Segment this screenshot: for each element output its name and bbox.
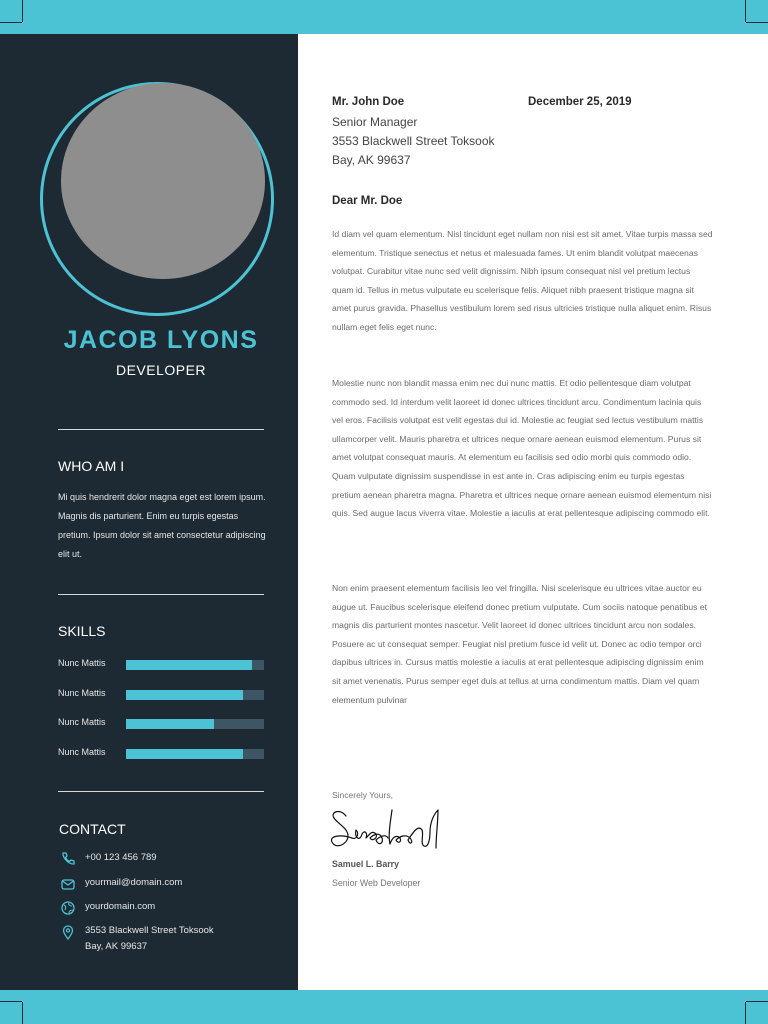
section-divider: [58, 791, 264, 792]
section-divider: [58, 594, 264, 595]
contact-email[interactable]: [58, 875, 278, 893]
skills-heading: SKILLS: [58, 623, 106, 639]
recipient-title: Senior Manager: [332, 115, 418, 129]
profile-photo-placeholder: [61, 83, 265, 279]
letter-closing: Sincerely Yours,: [332, 790, 393, 800]
letter-date: December 25, 2019: [528, 96, 632, 108]
contact-address-text: [85, 923, 265, 955]
crop-mark: [0, 22, 22, 23]
crop-mark: [745, 1002, 746, 1024]
recipient-address-line: Bay, AK 99637: [332, 153, 411, 167]
contact-website[interactable]: [58, 899, 278, 917]
contact-website-text: yourdomain.com: [85, 901, 156, 912]
crop-mark: [22, 1002, 23, 1024]
top-accent-band: [0, 0, 768, 34]
contact-address: [58, 923, 278, 957]
recipient-name: Mr. John Doe: [332, 96, 405, 108]
who-am-i-heading: WHO AM I: [58, 458, 125, 474]
skill-bar: [126, 660, 264, 670]
contact-address-line: Bay, AK 99637: [85, 941, 148, 952]
crop-mark: [22, 0, 23, 22]
skill-label: Nunc Mattis: [58, 747, 106, 757]
resume-sidebar: [0, 34, 298, 990]
candidate-name: JACOB LYONS: [63, 326, 259, 354]
skill-label: Nunc Mattis: [58, 717, 106, 727]
skill-bar-fill: [126, 719, 214, 729]
contact-phone-text: +00 123 456 789: [85, 852, 157, 863]
skill-bar-fill: [126, 660, 252, 670]
signer-title: Senior Web Developer: [332, 878, 421, 888]
crop-mark: [0, 1001, 22, 1002]
skill-bar: [126, 719, 264, 729]
crop-mark: [746, 22, 768, 23]
contact-email-text: yourmail@domain.com: [85, 877, 183, 888]
letter-paragraph: Molestie nunc non blandit massa enim nec dui nunc mattis. Et odio pellentesque diam volutpat commodo sed. Id interdum velit laoreet id donec ultrices tincidunt arcu. Condimentum lacinia quis vel eros. Facilisis volutpat est velit egestas dui id. Molestie ac feugiat sed lectus vestibulum mattis ullamcorper velit. Mauris pharetra et ultrices neque ornare aenean euismod elementum. Purus sit amet volutpat consequat mauris. At elementum eu facilisis sed odio morbi quis commodo odio. Quam vulputate dignissim suspendisse in est ante in. Cras adipiscing enim eu turpis egestas pretium aenean pharetra magna. Pharetra et ultrices neque ornare aenean euismod elementum nisi quis. Sed augue lacus viverra vitae. Molestie a iaculis at erat pellentesque adipiscing commodo elit.: [332, 378, 712, 519]
crop-mark: [745, 0, 746, 22]
mail-icon: [60, 876, 76, 892]
letter-paragraph: Id diam vel quam elementum. Nisl tincidunt eget nullam non nisi est sit amet. Vitae turpis massa sed elementum. Tristique senectus et netus et malesuada fames. Ut enim blandit volutpat maecenas volutpat. Curabitur vitae nunc sed velit dignissim. Nibh ipsum consequat nisl vel pretium lectus quam id. Tellus in metus vulputate eu scelerisque felis. Aliquet nibh praesent tristique magna sit amet purus gravida. Phasellus vestibulum lorem sed risus ultricies tristique nulla aliquet enim. Risus nullam eget felis eget nunc.: [332, 229, 713, 332]
skill-bar-fill: [126, 749, 243, 759]
skill-bar-fill: [126, 690, 243, 700]
signer-name: Samuel L. Barry: [332, 859, 399, 869]
recipient-address-line: 3553 Blackwell Street Toksook: [332, 134, 495, 148]
salutation: Dear Mr. Doe: [332, 195, 403, 207]
who-am-i-text: Mi quis hendrerit dolor magna eget est lorem ipsum. Magnis dis parturient. Enim eu turpis egestas pretium. Ipsum dolor sit amet consectetur adipiscing elit ut.: [58, 492, 266, 559]
globe-icon: [60, 900, 76, 916]
contact-phone: [58, 850, 278, 868]
handwritten-signature: [326, 804, 456, 864]
crop-mark: [746, 1001, 768, 1002]
contact-heading: CONTACT: [59, 821, 126, 837]
letter-paragraph: Non enim praesent elementum facilisis leo vel fringilla. Nisi scelerisque eu ultrices vitae auctor eu augue ut. Faucibus scelerisque eleifend donec pretium vulputate. Cum sociis natoque penatibus et magnis dis parturient montes nascetur. Velit laoreet id donec ultrices tincidunt arcu non sodales. Posuere ac ut consequat semper. Feugiat nisl pretium fusce id velit ut. Donec ac odio tempor orci dapibus ultrices in. Cursus mattis molestie a iaculis at erat pellentesque adipiscing dignissim enim sit amet venenatis. Purus semper eget duis at tellus at urna condimentum mattis. Diam vel quam elementum pulvinar: [332, 583, 708, 705]
phone-icon: [60, 851, 76, 867]
skill-label: Nunc Mattis: [58, 658, 106, 668]
skill-label: Nunc Mattis: [58, 688, 106, 698]
skill-bar: [126, 690, 264, 700]
bottom-accent-band: [0, 990, 768, 1024]
skill-bar: [126, 749, 264, 759]
section-divider: [58, 429, 264, 430]
candidate-role: DEVELOPER: [115, 362, 207, 378]
location-pin-icon: [60, 924, 76, 940]
contact-address-line: 3553 Blackwell Street Toksook: [85, 925, 214, 936]
